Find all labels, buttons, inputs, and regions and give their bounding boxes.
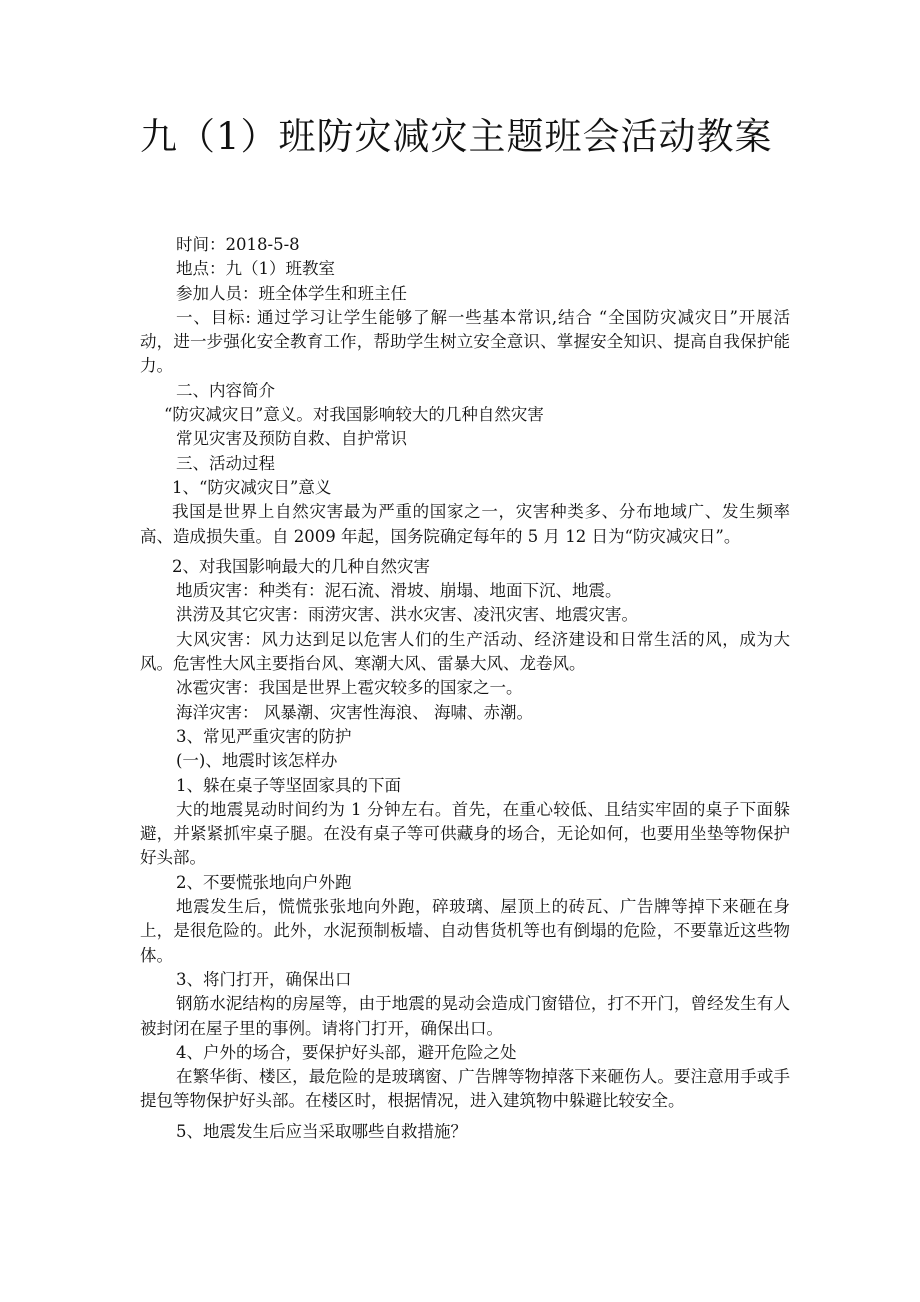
disaster-ocean: 海洋灾害： 风暴潮、灾害性海浪、 海啸、赤潮。 xyxy=(176,702,533,722)
goal-paragraph: 一、目标: 通过学习让学生能够了解一些基本常识,结合 “全国防灾减灾日”开展活动，进一步强化安全教育工作，帮助学生树立安全意识、掌握安全知识、提高自我保护能力。 xyxy=(140,307,790,376)
quake-2-text: 地震发生后，慌慌张张地向外跑，碎玻璃、屋顶上的砖瓦、广告牌等掉下来砸在身上，是很危险的。此外，水泥预制板墙、自动售货机等也有倒塌的危险，不要靠近这些物体。 xyxy=(140,897,790,965)
disaster-wind: 大风灾害：风力达到足以危害人们的生产活动、经济建设和日常生活的风，成为大风。危害性大风主要指台风、寒潮大风、雷暴大风、龙卷风。 xyxy=(140,629,790,674)
section-1-heading: 1、“防灾减灾日”意义 xyxy=(172,477,332,497)
quake-1-text: 大的地震晃动时间约为 1 分钟左右。首先，在重心较低、且结实牢固的桌子下面躲避，并紧紧抓牢桌子腿。在没有桌子等可供藏身的场合，无论如何，也要用坐垫等物保护好头部。 xyxy=(140,799,790,868)
document-body xyxy=(140,233,790,1144)
meta-time: 时间：2018-5-8 xyxy=(176,235,300,254)
quake-2-heading: 2、不要慌张地向户外跑 xyxy=(176,872,352,892)
meta-place: 地点：九（1）班教室 xyxy=(176,259,335,279)
disaster-geo: 地质灾害：种类有：泥石流、滑坡、崩塌、地面下沉、地震。 xyxy=(176,581,622,601)
intro-item-1: “防灾减灾日”意义。对我国影响较大的几种自然灾害 xyxy=(164,405,544,425)
quake-4-text: 在繁华街、楼区，最危险的是玻璃窗、广告牌等物掉落下来砸伤人。要注意用手或手提包等物保护好头部。在楼区时，根据情况，进入建筑物中躲避比较安全。 xyxy=(140,1067,790,1111)
document-title: 九（1）班防灾减灾主题班会活动教案 xyxy=(140,115,773,158)
intro-item-2: 常见灾害及预防自救、自护常识 xyxy=(176,429,407,449)
disaster-hail: 冰雹灾害：我国是世界上雹灾较多的国家之一。 xyxy=(176,678,523,698)
quake-3-text: 钢筋水泥结构的房屋等，由于地震的晃动会造成门窗错位，打不开门，曾经发生有人被封闭在屋子里的事例。请将门打开，确保出口。 xyxy=(140,994,790,1038)
section-3-heading: 3、常见严重灾害的防护 xyxy=(176,726,352,746)
meta-participants: 参加人员：班全体学生和班主任 xyxy=(176,283,407,303)
quake-1-heading: 1、躲在桌子等坚固家具的下面 xyxy=(176,775,401,795)
section-1-text: 我国是世界上自然灾害最为严重的国家之一，灾害种类多、分布地域广、发生频率高、造成损失重。自 2009 年起，国务院确定每年的 5 月 12 日为“防灾减灾日”。 xyxy=(140,502,790,546)
disaster-flood: 洪涝及其它灾害：雨涝灾害、洪水灾害、凌汛灾害、地震灾害。 xyxy=(176,605,638,625)
process-heading: 三、活动过程 xyxy=(176,453,275,473)
quake-4-heading: 4、户外的场合，要保护好头部，避开危险之处 xyxy=(176,1042,517,1062)
intro-heading: 二、内容简介 xyxy=(176,380,275,400)
quake-3-heading: 3、将门打开，确保出口 xyxy=(176,969,352,989)
quake-5-heading: 5、地震发生后应当采取哪些自救措施？ xyxy=(176,1121,467,1141)
quake-heading: (一)、地震时该怎样办 xyxy=(176,751,338,771)
section-2-heading: 2、对我国影响最大的几种自然灾害 xyxy=(172,556,430,576)
